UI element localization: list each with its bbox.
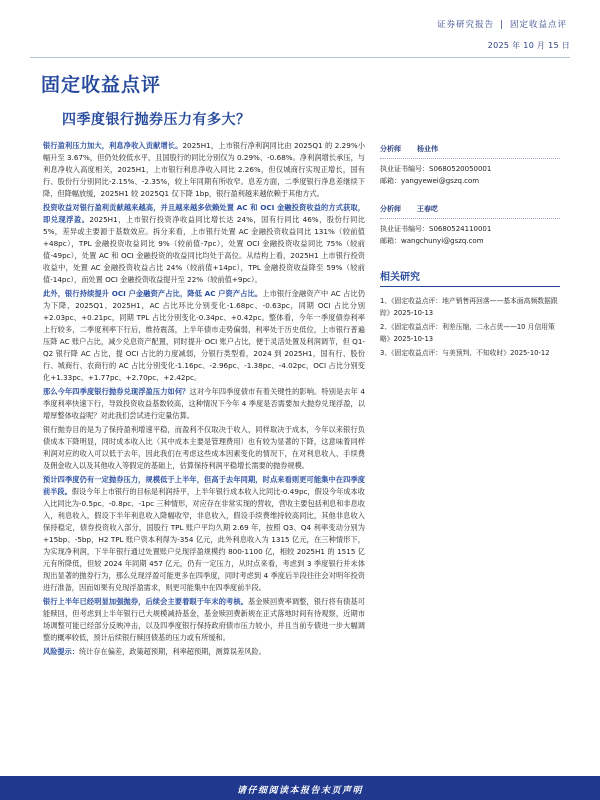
paragraph-body: 假设今年上市银行的目标是利润持平，上半年银行成本收入比同比-0.49pc，假设今年成本收入比同比为-0.5pc、-0.8pc、-1pc 三种情形，对应存在非常实现的营收，营收主要包括利息和非息收入，利息收入，假设下半年利息收入降幅收窄，非息收入，假设手续费维持较高同比，其他非息收入保持稳定，债券投资收入部分，国股行 TPL 账户平均久期 2.69 年，按照 Q3、Q4 利率变动分别为+15bp、-5bp，H2 TPL 账户资本利得为-354 亿元，此外利息收入为 1315 亿元，在三种情形下，为实现净利润，下半年银行通过处置账户兑现浮盈规模约 800-1100 亿，相较 2025H1 的 1515 亿元有所降低，但较 2024 年同期 457 亿元，仍有一定压力，从时点来看，考虑到 3 季度银行并未体现出显著的抛券行为，那么兑现浮盈可能更多在四季度，同时考虑到 4 季度后半段往往会对明年投资进行准备，因而如果有兑现浮盈需求，则更可能集中在四季度前半段。: [43, 487, 365, 592]
analyst-role: 分析师: [380, 205, 401, 213]
analyst-card: [380, 202, 560, 262]
license-number: S0680520050001: [429, 165, 492, 173]
paragraph-body: 基金赎回费率调整，银行将有债基可能赎回，但考虑到上半年银行已大规模减持基金，基金赎回费新规在正式落地时间有待观察，近期市场调整可能已经部分反映冲击，以及四季度银行保持政府债市压力较小，并且当前专债进一步大幅调整的概率较低，预计后续银行赎回债基的压力或有所缓和。: [43, 597, 365, 642]
analyst-name: 王春呓: [417, 205, 438, 213]
header-separator: |: [500, 20, 504, 30]
paragraph-7: [43, 596, 365, 644]
related-item[interactable]: 1、《固定收益点评：地产销售再回落——基本面高频数据跟踪》2025-10-13: [380, 297, 558, 317]
summary-column: [43, 140, 365, 660]
paragraph-lead: 投资收益对银行盈利贡献越来越高，并且越来越多依赖处置 AC 和 OCI 金融投资收益的方式获取，即兑现浮盈。: [43, 203, 365, 224]
divider: [380, 158, 560, 159]
paragraph-body: 银行抛券目的是为了保持盈利增速平稳，而盈利不仅取决于收入，同样取决于成本，今年以来银行负债成本下降明显，同时成本收入比（其中成本主要是管理费用）也有较为显著的下降，这意味着同样利润对应的收入可以低于去年，因此我们在考虑这些成本因素变化的情况下，在对利息收入、手续费及佣金收入以及其他收入等假定的基础上，估算保持利润平稳增长需要的抛券规模。: [43, 425, 365, 470]
analyst-email[interactable]: wangchunyi@gszq.com: [401, 237, 484, 245]
analyst-role: 分析师: [380, 145, 401, 153]
paragraph-body: 统计存在偏差，政策超预期，利率超预期，测算误差风险。: [78, 647, 266, 656]
related-research-list: [380, 295, 560, 359]
report-header: [434, 18, 570, 51]
related-research-heading: 相关研究: [380, 268, 560, 287]
paragraph-6: [43, 474, 365, 594]
paragraph-4: [43, 386, 365, 422]
paragraph-body: 这对今年四季度债市有着关键性的影响。特别是去年 4 季度利率快速下行，导致投资收益基数较高，这种情况下今年 4 季度是否需要加大抛券兑现浮盈，以增厚整体收益呢？对此我们尝试进行定量估算。: [43, 387, 365, 420]
paragraph-lead: 风险提示：: [43, 647, 79, 656]
paragraph-lead: 银行盈利压力加大，利息净收入贡献增长。: [43, 141, 183, 150]
header-labels: [434, 18, 570, 30]
page-title: 固定收益点评: [41, 74, 162, 96]
divider: [380, 218, 560, 219]
risk-warning: [43, 646, 365, 658]
footer: [0, 776, 600, 800]
paragraph-lead: 预计四季度仍有一定抛券压力，规模低于上半年，但高于去年同期，时点来看则更可能集中在四季度前半段。: [43, 475, 365, 496]
sidebar: [380, 142, 560, 361]
paragraph-3: [43, 288, 365, 384]
paragraph-lead: 银行上半年已经明显加强抛券，后续会主要着眼于年末的考核。: [43, 597, 248, 606]
paragraph-lead: 那么今年四季度银行抛券兑现浮盈压力如何？: [43, 387, 190, 396]
email-label: 邮箱：: [380, 177, 401, 185]
page-subtitle: 四季度银行抛券压力有多大？: [62, 112, 251, 128]
analyst-email[interactable]: yangyewei@gszq.com: [401, 177, 480, 185]
related-item[interactable]: 2、《固定收益点评：利差压缩，二永占优——10 月信用策略》2025-10-13: [380, 323, 555, 343]
footer-disclaimer: 请仔细阅读本报告末页声明: [236, 786, 363, 796]
analyst-card: [380, 142, 560, 202]
paragraph-5: [43, 424, 365, 472]
report-date: 2025 年 10 月 15 日: [487, 41, 570, 50]
related-item[interactable]: 3、《固定收益点评：与美预判、不知收时》2025-10-12: [380, 349, 550, 357]
license-label: 执业证书编号：: [380, 165, 429, 173]
report-category: 固定收益点评: [509, 20, 567, 30]
paragraph-lead: 此外，银行持续提升 OCI 户金融资产占比，降低 AC 户资产占比。: [43, 289, 263, 298]
paragraph-1: [43, 140, 365, 200]
analyst-name: 杨业伟: [417, 145, 438, 153]
license-number: S0680524110001: [429, 225, 492, 233]
paragraph-2: [43, 202, 365, 286]
report-type: 证券研究报告: [437, 20, 495, 30]
email-label: 邮箱：: [380, 237, 401, 245]
paragraph-body: 2025H1，上市银行净利润同比由 2025Q1 的 2.29%小幅升至 3.67%，但仍处较低水平，且国股行的同比分别仅为 0.29%、-0.68%。净利润增长承压，与利息净收入高度相关，2025H1，上市银行利息净收入同比 2.26%，但仅城商行实现正增长，国有行、股份行分别同比-2.15%、-2.35%，较上年同期有所收窄。息差方面，二季度银行净息差继续下降，但降幅放缓，2025H1 较 2025Q1 仅下降 1bp，银行盈利越来越依赖于其他方式。: [43, 141, 365, 198]
header-divider: [30, 57, 570, 58]
license-label: 执业证书编号：: [380, 225, 429, 233]
paragraph-body: 上市银行金融资产中 AC 占比仍为下降，2025Q1、2025H1，AC 占比环比分别变化-1.68pc、-0.63pc，同期 OCI 占比分别+2.03pc、+0.21pc，同期 TPL 占比分别变化-0.34pc、+0.42pc。整体看，今年一季度债券利率上行较多，二季度利率下行后，维持震荡，上半年债市走势偏弱，利率处于历史低位，上市银行普遍压降 AC 账户占比，减少兑息资产配置，同时提升 OCI 账户占比，便于灵活处置及利润调节，但 Q1-Q2 银行降 AC 占比，提 OCI 占比的力度减弱，分银行类型看，2024 到 2025H1，国有行、股份行、城商行、农商行的 AC 占比分别变化-1.16pc、-2.96pc、-1.38pc、-4.02pc，OCI 占比分别变化+1.33pc、+1.77pc、+2.70pc、+2.42pc。: [43, 289, 365, 382]
paragraph-body: 2025H1，上市银行投资净收益同比增长达 24%，国有行同比 46%，股份行同比 5%，差异或主要源于基数效应。拆分来看，上市银行处置 AC 金融投资收益同比 131%（较前值+48pc），TPL 金融投资收益同比 9%（较前值-7pc），处置 OCI 金融投资收益同比 75%（较前值-49pc），处置 AC 和 OCI 金融投资的收益同比均处于高位。从结构上看，2025H1 上市银行投资收益中，处置 AC 金融投资收益占比 24%（较前值+14pc），TPL 金融投资收益降至 59%（较前值-14pc），而处置 OCI 金融投资收益提升至 22%（较前值+9pc）。: [43, 215, 365, 284]
